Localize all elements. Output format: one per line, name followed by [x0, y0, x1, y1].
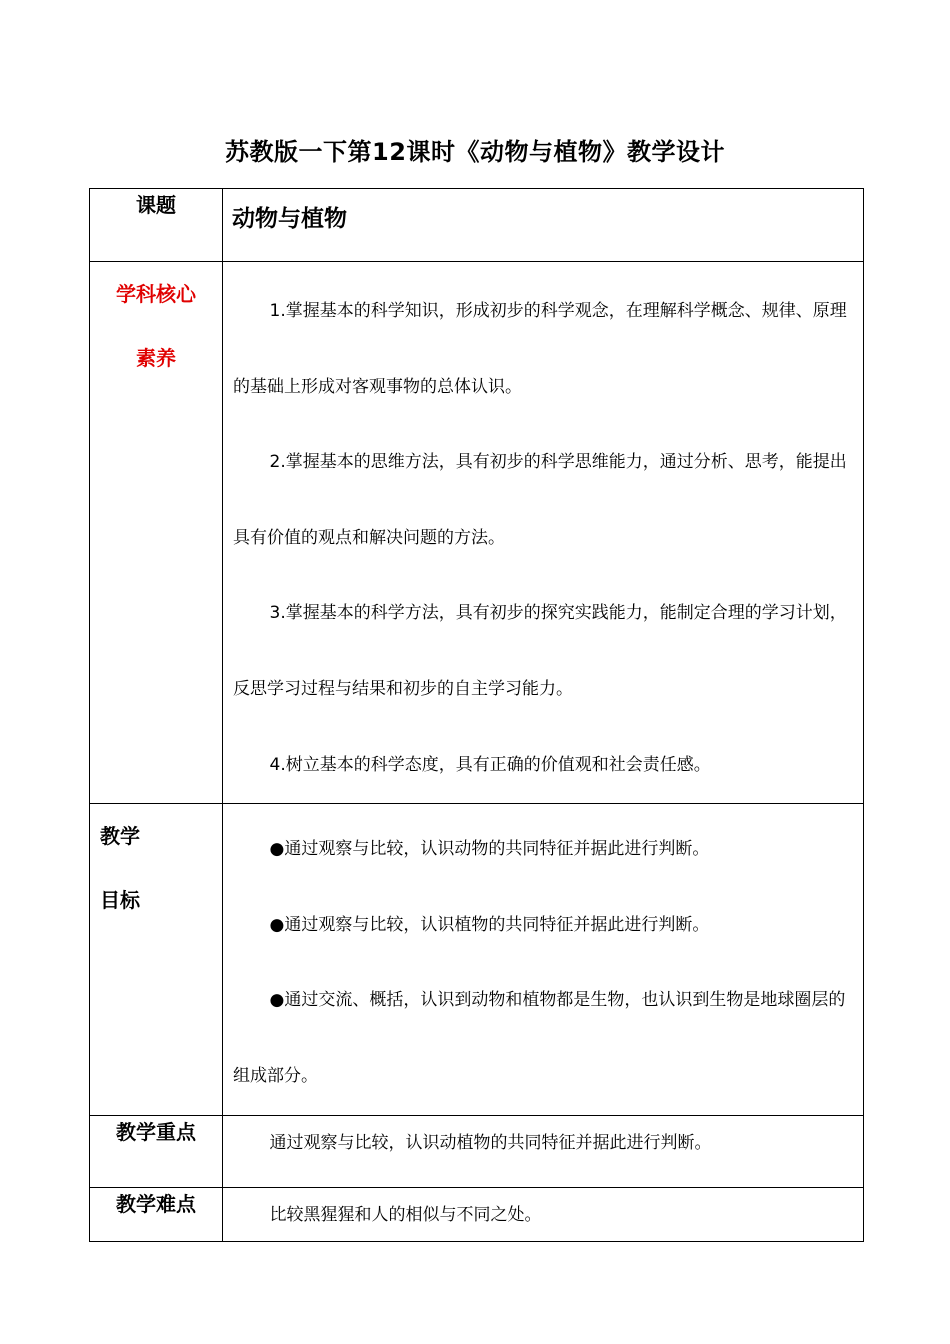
topic-row [90, 189, 864, 262]
key-points-row [90, 1115, 864, 1187]
key-points-content-cell [223, 1115, 864, 1187]
key-points-label: 教学重点 [116, 1119, 196, 1144]
topic-label: 课题 [136, 193, 176, 217]
core-literacy-label-line1: 学科核心 [116, 282, 196, 306]
core-literacy-item: 4.树立基本的科学态度，具有正确的价值观和社会责任感。 [269, 754, 711, 775]
core-literacy-item: 3.掌握基本的科学方法，具有初步的探究实践能力，能制定合理的学习计划，反思学习过程与结果和初步的自主学习能力。 [233, 603, 847, 699]
core-literacy-row [90, 262, 864, 804]
topic-value-cell [223, 189, 864, 262]
difficult-points-label-cell [90, 1187, 223, 1241]
topic-value: 动物与植物 [232, 206, 347, 232]
teaching-goal-item: ●通过观察与比较，认识植物的共同特征并据此进行判断。 [269, 914, 710, 935]
teaching-goals-content [223, 804, 863, 1114]
topic-label-cell [90, 189, 223, 262]
difficult-points-row [90, 1187, 864, 1241]
difficult-points-content [223, 1188, 863, 1228]
document-title: 苏教版一下第12课时《动物与植物》教学设计 [225, 138, 725, 166]
teaching-goals-label-cell [90, 804, 223, 1115]
difficult-points-content-cell [223, 1187, 864, 1241]
key-points-label-cell [90, 1115, 223, 1187]
core-literacy-item: 1.掌握基本的科学知识，形成初步的科学观念，在理解科学概念、规律、原理的基础上形成对客观事物的总体认识。 [233, 301, 847, 397]
core-literacy-label-cell [90, 262, 223, 804]
core-literacy-item: 2.掌握基本的思维方法，具有初步的科学思维能力，通过分析、思考，能提出具有价值的观点和解决问题的方法。 [233, 452, 847, 548]
teaching-goals-label [90, 804, 222, 932]
core-literacy-label-line2: 素养 [136, 346, 176, 370]
core-literacy-label [90, 262, 222, 390]
difficult-points-label: 教学难点 [116, 1191, 196, 1216]
teaching-goals-label-line1: 教学 [100, 824, 140, 849]
teaching-goal-item: ●通过观察与比较，认识动物的共同特征并据此进行判断。 [269, 839, 710, 860]
core-literacy-content-cell [223, 262, 864, 804]
teaching-goals-row [90, 804, 864, 1115]
teaching-goal-item: ●通过交流、概括，认识到动物和植物都是生物，也认识到生物是地球圈层的组成部分。 [233, 990, 846, 1086]
teaching-goals-label-line2: 目标 [100, 888, 140, 913]
teaching-goals-content-cell [223, 804, 864, 1115]
key-points-value: 通过观察与比较，认识动植物的共同特征并据此进行判断。 [269, 1132, 712, 1153]
lesson-plan-table [89, 188, 864, 1242]
core-literacy-content [223, 262, 863, 803]
key-points-content [223, 1116, 863, 1156]
difficult-points-value: 比较黑猩猩和人的相似与不同之处。 [269, 1204, 542, 1225]
